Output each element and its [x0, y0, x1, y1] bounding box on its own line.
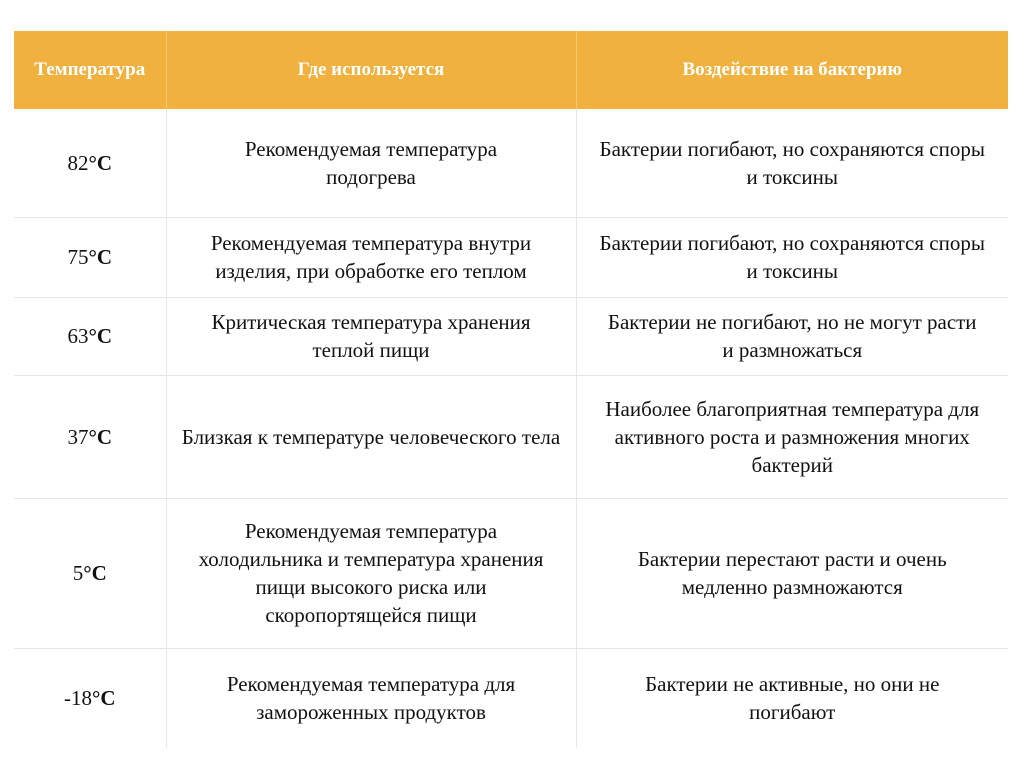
usage-cell: Критическая температура хранения теплой пищи	[166, 297, 576, 375]
temperature-value: 37	[67, 424, 89, 449]
effect-cell: Бактерии не погибают, но не могут расти и размножаться	[576, 297, 1008, 375]
temperature-table	[14, 31, 1008, 748]
temperature-cell	[14, 648, 166, 748]
temperature-unit: °C	[91, 686, 116, 711]
temperature-cell	[14, 217, 166, 297]
temperature-value: 75	[67, 245, 89, 269]
usage-cell: Рекомендуемая температура внутри изделия, при обработке его теплом	[166, 217, 576, 297]
temperature-cell	[14, 498, 166, 648]
temperature-table-container	[14, 31, 1008, 748]
usage-cell: Близкая к температуре человеческого тела	[166, 375, 576, 498]
usage-cell: Рекомендуемая температура холодильника и температура хранения пищи высокого риска или скоропортящейся пищи	[166, 498, 576, 648]
table-row	[14, 375, 1008, 498]
table-row	[14, 297, 1008, 375]
temperature-value: -18	[63, 686, 92, 711]
table-row	[14, 217, 1008, 297]
temperature-value: 82	[67, 150, 89, 175]
header-usage: Где используется	[166, 31, 576, 109]
effect-cell: Наиболее благоприятная температура для активного роста и размножения многих бактерий	[576, 375, 1008, 498]
header-temperature: Температура	[14, 31, 166, 109]
header-row	[14, 31, 1008, 109]
effect-cell: Бактерии не активные, но они не погибают	[645, 672, 940, 725]
table-body	[14, 109, 1008, 748]
effect-cell: Бактерии погибают, но сохраняются споры и токсины	[576, 217, 1008, 297]
effect-cell: Бактерии перестают расти и очень медленно размножаются	[576, 498, 1008, 648]
temperature-unit: °C	[88, 245, 113, 269]
usage-cell: Рекомендуемая температура для замороженных продуктов	[166, 648, 576, 748]
usage-cell: Рекомендуемая температура подогрева	[166, 109, 576, 217]
temperature-value: 63	[67, 324, 89, 348]
temperature-value: 5	[72, 561, 84, 585]
header-effect: Воздействие на бактерию	[576, 31, 1008, 109]
table-row	[14, 498, 1008, 648]
temperature-unit: °C	[88, 150, 113, 175]
table-row	[14, 109, 1008, 217]
temperature-unit: °C	[88, 324, 113, 348]
effect-cell: Бактерии погибают, но сохраняются споры и токсины	[576, 109, 1008, 217]
table-header	[14, 31, 1008, 109]
temperature-cell	[14, 109, 166, 217]
temperature-unit: °C	[88, 424, 113, 449]
temperature-unit: °C	[83, 561, 107, 585]
temperature-cell	[14, 375, 166, 498]
temperature-cell	[14, 297, 166, 375]
table-row	[14, 648, 1008, 748]
